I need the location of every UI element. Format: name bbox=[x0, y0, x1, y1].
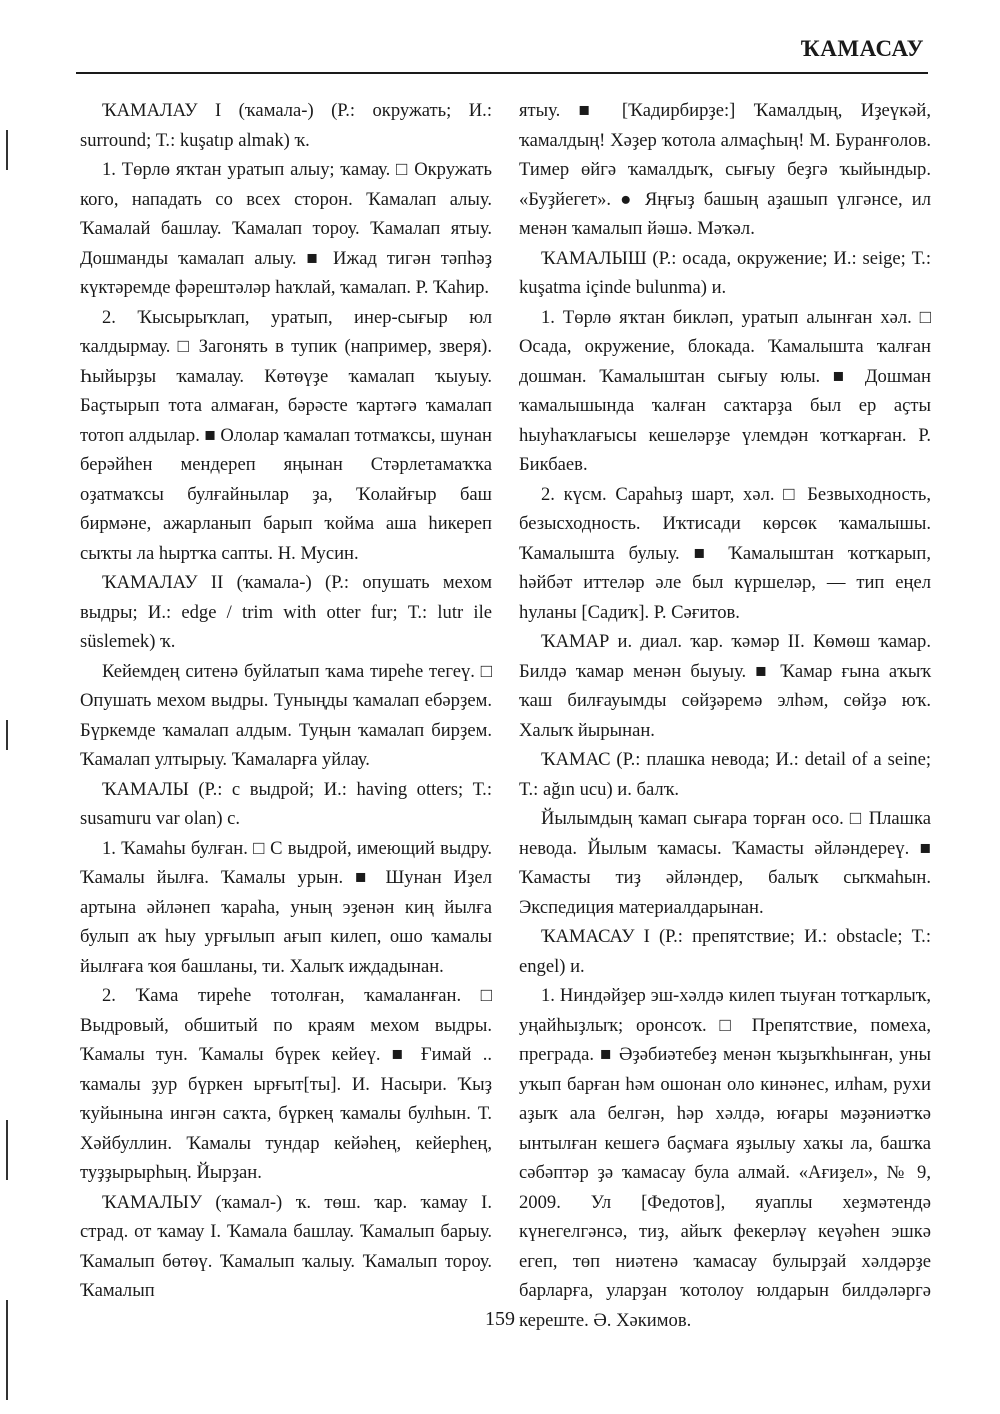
entry-kamaly-sense-2: 2. Ҡама тиреһе тотолған, ҡамаланған. □ Выдровый, обшитый по краям мехом выдры. Ҡамалы тун. Ҡамалы бүрек кейеү. ■ Ғимай .. ҡамалы ҙур бүркен ырғыт[ты]. И. Насыри. Ҡыҙ ҡуйынына ингән саҡта, бүркең ҡамалы булһын. Т. Хәйбуллин. Ҡамалы тундар кейәһең, кейерһең, туҙҙырырһың. Йырҙан. bbox=[80, 985, 492, 1183]
entry-kamalysh-sense-1: 1. Төрлө яҡтан бикләп, уратып алынған хәл. □ Осада, окружение, блокада. Ҡамалышта ҡалған дошман. Ҡамалыштан сығыу юлы. ■ Дошман ҡамалышында ҡалған саҡтарҙа был ер аҫты һыуһаҡлағысы кешеләрҙе үлемдән ҡотҡарған. Р. Бикбаев. bbox=[519, 306, 931, 475]
entry-kamas-head: ҠАМАС (Р.: плашка невода; И.: detail of a seine; Т.: ağın ucu) и. балҡ. bbox=[519, 749, 931, 800]
entry-kamasau-head: ҠАМАСАУ I (Р.: препятствие; И.: obstacle; Т.: engel) и. bbox=[519, 926, 931, 977]
right-column bbox=[519, 96, 931, 1335]
scan-edge-mark bbox=[6, 1120, 8, 1180]
entry-kamalysh-head: ҠАМАЛЫШ (Р.: осада, окружение; И.: seige; Т.: kuşatma içinde bulunma) и. bbox=[519, 247, 931, 298]
header-rule bbox=[76, 72, 928, 74]
entry-kamasau-sense-1: 1. Ниндәйҙер эш-хәлдә килеп тыуған тотҡарлыҡ, уңайһыҙлыҡ; оронсоҡ. □ Препятствие, помеха, преграда. ■ Әҙәбиәтебеҙ менән ҡыҙыҡһынған, уны уҡып барған һәм ошонан оло кинәнес, илһам, рухи аҙыҡ ала белгән, һәр хәлдә, юғары мәҙәниәтҡә ынтылған кешегә баҫмаға яҙылыу хаҡы ла, башҡа сәбәптәр ҙә ҡамасау була алмай. «Ағиҙел», № 9, 2009. Ул [Федотов], яуаплы хеҙмәтендә күнегелгәнсә, тиҙ, айыҡ фекерләү кеүәһен эшкә егеп, төп ниәтенә ҡамасау булырҙай хәлдәрҙе барларға, уларҙан ҡотолоу юлдарын билдәләргә кереште. Ә. Хәкимов. bbox=[519, 985, 931, 1331]
entry-kamas-definition: Йылымдың ҡамап сығара торған осо. □ Плашка невода. Йылым ҡамасы. Ҡамасты әйләндереү. ■ Ҡамасты тиҙ әйләндер, балыҡ сыҡмаһын. Экспедиция материалдарынан. bbox=[519, 808, 931, 918]
entry-kamalau-1-head: ҠАМАЛАУ I (ҡамала-) (Р.: окружать; И.: surround; Т.: kuşatıp almak) ҡ. bbox=[80, 100, 492, 151]
page-number: 159 bbox=[485, 1308, 515, 1330]
entry-kamar: ҠАМАР и. диал. ҡар. ҡәмәр II. Көмөш ҡамар. Билдә ҡамар менән быуыу. ■ Ҡамар ғына аҡыҡ ҡаш билғауымды сөйҙәремә элһәм, сөйҙә юҡ. Халыҡ йырынан. bbox=[519, 631, 931, 741]
entry-kamalyu-head: ҠАМАЛЫУ (ҡамал-) ҡ. төш. ҡар. ҡамау I. страд. от ҡамау I. Ҡамала башлау. Ҡамалып барыу. Ҡамалып бөтөү. Ҡамалып ҡалыу. Ҡамалып тороу. Ҡамалып bbox=[80, 1191, 492, 1301]
left-column bbox=[80, 96, 492, 1306]
entry-kamalau-1-sense-1: 1. Төрлө яҡтан уратып алыу; ҡамау. □ Окружать кого, нападать со всех сторон. Ҡамалап алыу. Ҡамалай башлау. Ҡамалап тороу. Ҡамалап ятыу. Дошманды ҡамалап алыу. ■ Ижад тигән тәпһәҙ күктәремде фәрештәләр һаҡлай, ҡамалап. Р. Ҡаһир. bbox=[80, 159, 492, 298]
entry-kamalyu-continued: ятыу. ■ [Ҡадирбирҙе:] Ҡамалдың, Иҙеүкәй, ҡамалдың! Хәҙер ҡотола алмаҫһың! М. Буранғолов. Тимер өйгә ҡамалдыҡ, сығыу беҙгә ҡыйындыр. «Буҙйегет». ● Яңғыҙ башың аҙашып үлгәнсе, ил менән ҡамалып йәшә. Мәҡәл. bbox=[519, 100, 931, 239]
entry-kamalau-2-head: ҠАМАЛАУ II (ҡамала-) (Р.: опушать мехом выдры; И.: edge / trim with otter fur; Т.: lutr ile süslemek) ҡ. bbox=[80, 572, 492, 652]
scan-edge-mark bbox=[6, 130, 8, 170]
entry-kamaly-sense-1: 1. Ҡамаһы булған. □ С выдрой, имеющий выдру. Ҡамалы йылға. Ҡамалы урын. ■ Шунан Иҙел артына әйләнеп ҡараһа, уның эҙенән киң йылға булып аҡ һыу урғылып ағып килеп, ошо ҡамалы йылғаға ҡоя башланы, ти. Халыҡ иждадынан. bbox=[80, 837, 492, 977]
entry-kamalau-2-definition: Кейемдең ситенә буйлатып ҡама тиреһе тегеү. □ Опушать мехом выдры. Туныңды ҡамалап ебәрҙем. Бүркемде ҡамалап алдым. Туңын ҡамалап бирҙем. Ҡамалап ултырыу. Ҡамаларға уйлау. bbox=[80, 660, 492, 770]
scan-edge-mark bbox=[6, 1300, 8, 1400]
entry-kamaly-head: ҠАМАЛЫ (Р.: с выдрой; И.: having otters; Т.: susamuru var olan) с. bbox=[80, 778, 492, 829]
entry-kamalysh-sense-2: 2. күсм. Сараһыҙ шарт, хәл. □ Безвыходность, безысходность. Иҡтисади көрсөк ҡамалышы. Ҡамалышта булыу. ■ Ҡамалыштан ҡотҡарып, һәйбәт иттеләр әле был күршеләр, — тип еңел һуланы [Садиҡ]. Р. Сәғитов. bbox=[519, 483, 931, 623]
entry-kamalau-1-sense-2: 2. Ҡысырыҡлап, уратып, инер-сығыр юл ҡалдырмау. □ Загонять в тупик (например, зверя). Һыйырҙы ҡамалау. Көтөүҙе ҡамалап ҡыуыу. Баҫтырып тота алмаған, бәрәсте ҡартәгә ҡамалап тотоп алдылар. ■ Ололар ҡамалап тотмаҡсы, шунан берәйһен мендереп яңынан Стәрлетамаҡҡа оҙатмаҡсы булғайнылар ҙа, Ҡолайғыр баш бирмәне, ажарланып барып ҡойма аша һикереп сыҡты ла һыртҡа сапты. Н. Мусин. bbox=[80, 306, 492, 564]
running-head: ҠАМАСАУ bbox=[800, 36, 924, 61]
scan-edge-mark bbox=[6, 720, 8, 750]
